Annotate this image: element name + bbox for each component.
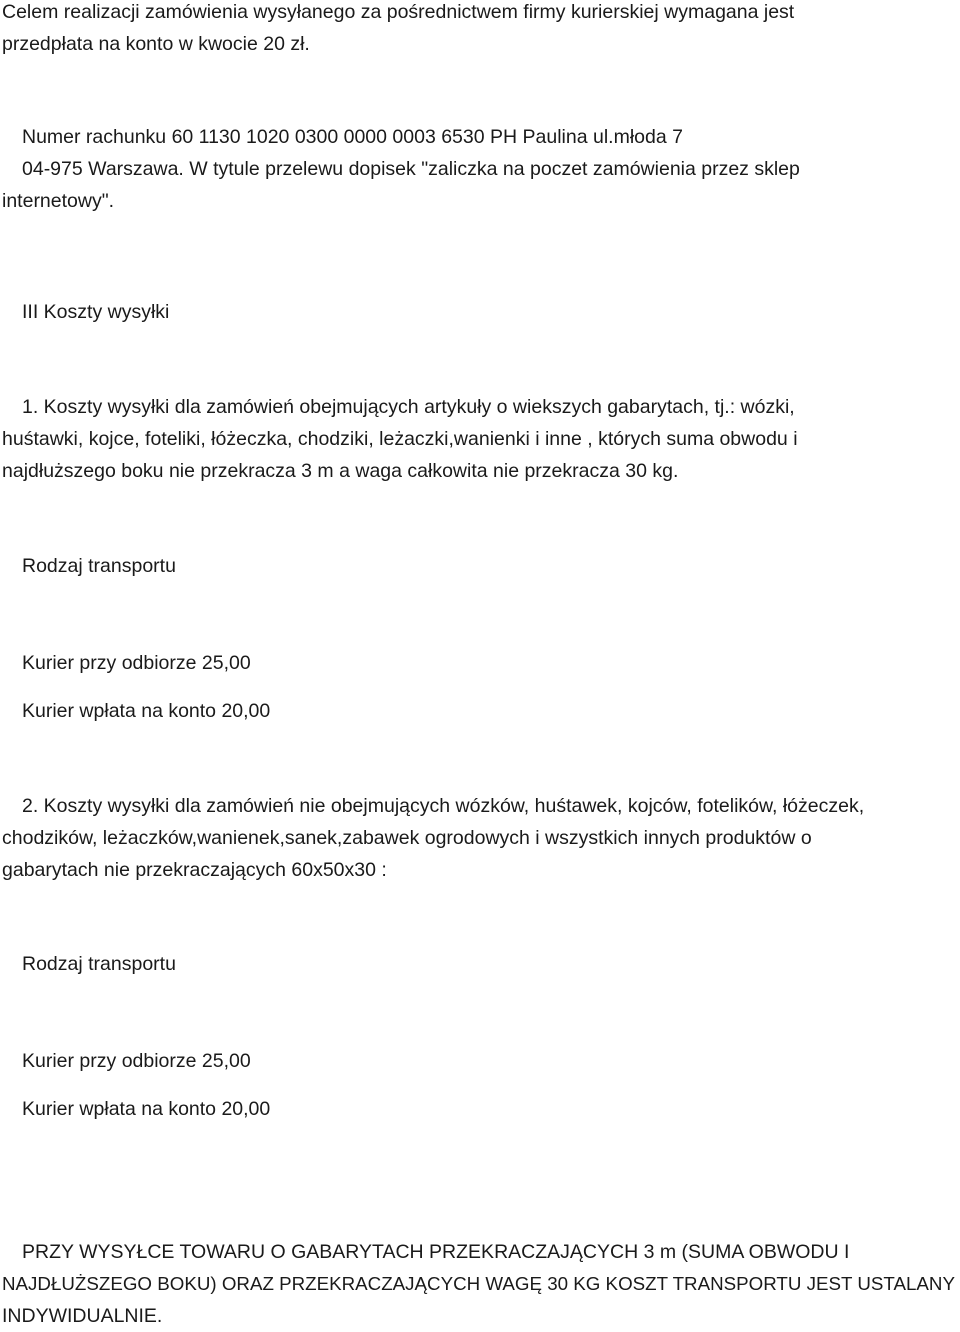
item2-paragraph [2,790,960,886]
notice-line: PRZY WYSYŁCE TOWARU O GABARYTACH PRZEKRACZAJĄCYCH 3 m (SUMA OBWODU I [22,1241,850,1263]
item2-rate-prepaid: Kurier wpłata na konto 20,00 [22,1098,271,1120]
prepayment-line: Celem realizacji zamówienia wysyłanego za pośrednictwem firmy kurierskiej wymagana jest [2,1,795,23]
oversize-notice [2,1236,960,1332]
item1-transport-label: Rodzaj transportu [22,555,176,577]
item2-line: chodzików, leżaczków,wanienek,sanek,zabawek ogrodowych i wszystkich innych produktów o [2,827,812,849]
item1-line: huśtawki, kojce, foteliki, łóżeczka, chodziki, leżaczki,wanienki i inne , których suma obwodu i [2,428,798,450]
prepayment-line: przedpłata na konto w kwocie 20 zł. [2,33,310,55]
notice-line: NAJDŁUŻSZEGO BOKU) ORAZ PRZEKRACZAJĄCYCH WAGĘ 30 KG KOSZT TRANSPORTU JEST USTALANY [2,1273,955,1294]
account-line: Numer rachunku 60 1130 1020 0300 0000 0003 6530 PH Paulina ul.młoda 7 [22,126,683,148]
item2-rate-cod: Kurier przy odbiorze 25,00 [22,1050,251,1072]
account-line: 04-975 Warszawa. W tytule przelewu dopisek "zaliczka na poczet zamówienia przez sklep [22,158,800,180]
item2-line: 2. Koszty wysyłki dla zamówień nie obejmujących wózków, huśtawek, kojców, fotelików, łóżeczek, [22,795,865,817]
item2-transport-label: Rodzaj transportu [22,953,176,975]
item1-rate-cod: Kurier przy odbiorze 25,00 [22,652,251,674]
account-line: internetowy". [2,190,115,212]
item1-rate-prepaid: Kurier wpłata na konto 20,00 [22,700,271,722]
section-heading: III Koszty wysyłki [22,301,170,323]
item2-line: gabarytach nie przekraczających 60x50x30 : [2,859,387,881]
item1-line: najdłuższego boku nie przekracza 3 m a waga całkowita nie przekracza 30 kg. [2,460,679,482]
bank-account-paragraph [2,121,960,217]
item1-line: 1. Koszty wysyłki dla zamówień obejmujących artykuły o wiekszych gabarytach, tj.: wózki, [22,396,795,418]
notice-line: INDYWIDUALNIE. [2,1305,163,1327]
prepayment-paragraph [2,0,960,60]
item1-paragraph [2,391,960,487]
